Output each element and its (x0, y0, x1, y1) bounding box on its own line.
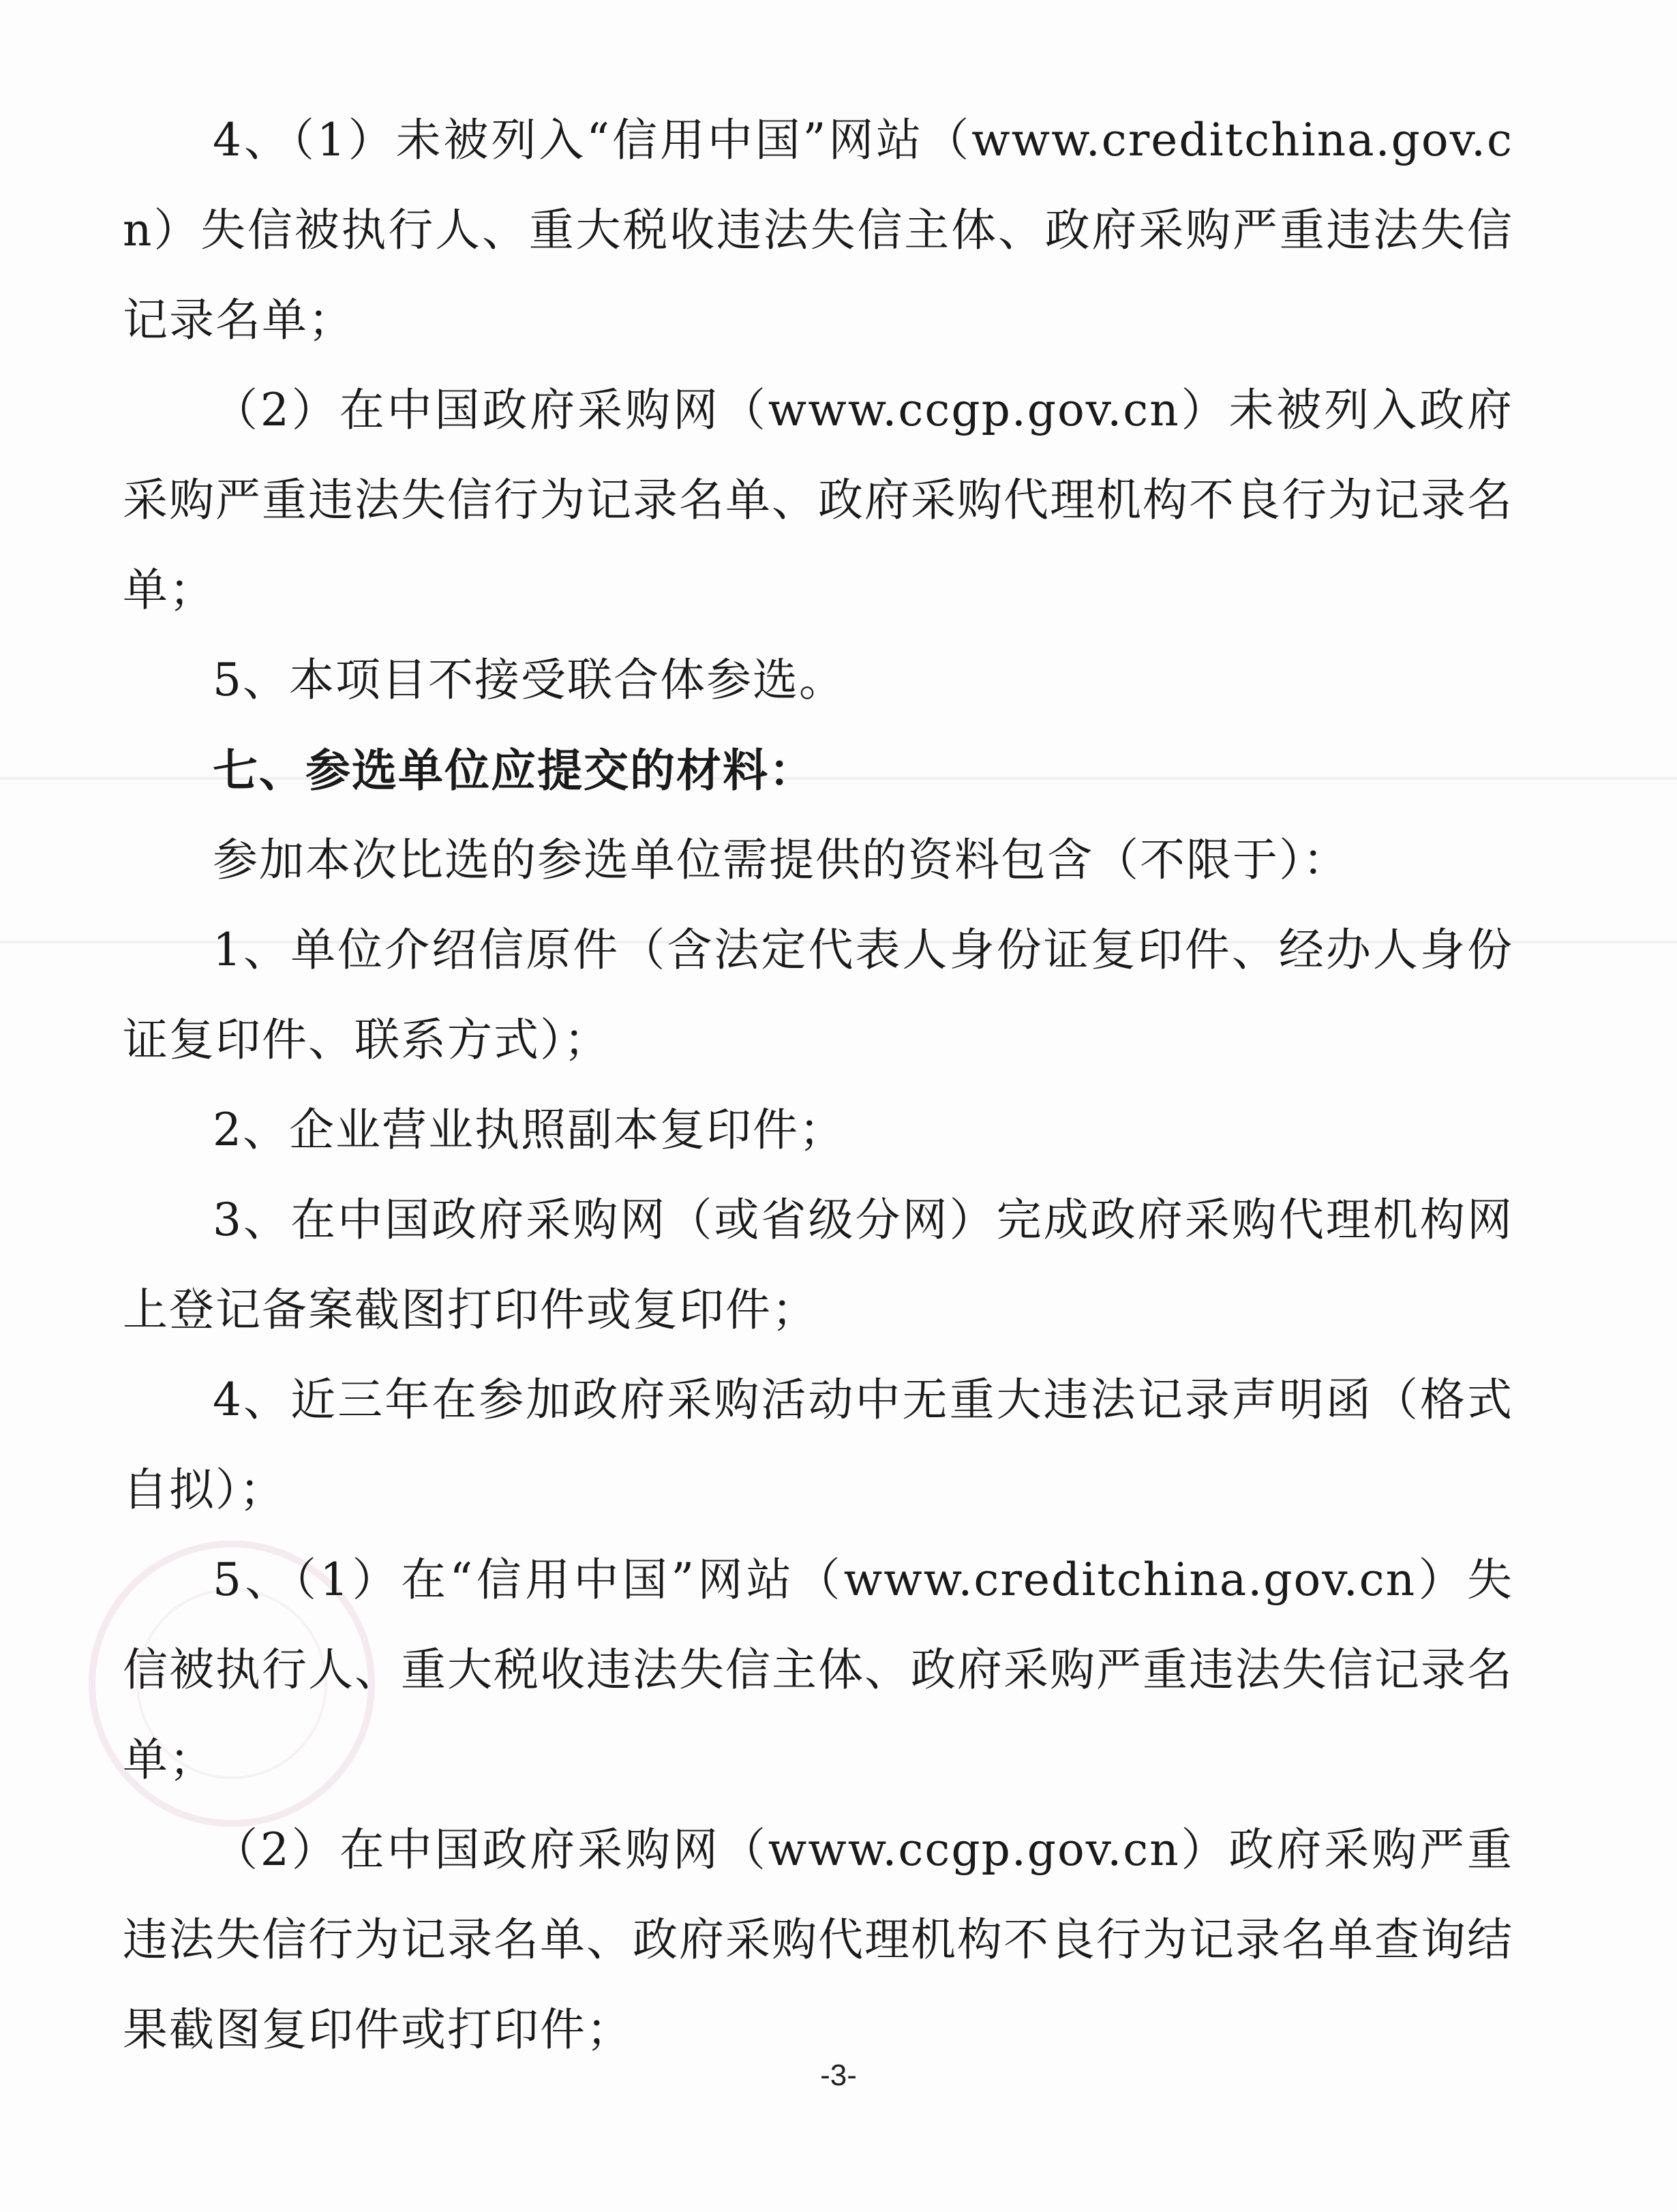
paragraph-material-5-1: 5、（1）在“信用中国”网站（www.creditchina.gov.cn）失信被执行人、重大税收违法失信主体、政府采购严重违法失信记录名单； (123, 1554, 1513, 1786)
paragraph-material-3: 3、在中国政府采购网（或省级分网）完成政府采购代理机构网上登记备案截图打印件或复印件； (123, 1194, 1513, 1336)
paragraph-material-4: 4、近三年在参加政府采购活动中无重大违法记录声明函（格式自拟）； (123, 1374, 1513, 1516)
paragraph-credit-china-requirement: 4、（1）未被列入“信用中国”网站（www.creditchina.gov.cn）失信被执行人、重大税收违法失信主体、政府采购严重违法失信记录名单； (123, 114, 1513, 346)
paragraph-material-1: 1、单位介绍信原件（含法定代表人身份证复印件、经办人身份证复印件、联系方式）； (123, 924, 1513, 1066)
document-body (123, 95, 1513, 2075)
section-heading-materials: 七、参选单位应提交的材料： (213, 744, 815, 797)
paragraph-no-consortium: 5、本项目不接受联合体参选。 (213, 654, 845, 706)
page-number: -3- (820, 2059, 857, 2092)
paragraph-ccgp-requirement: （2）在中国政府采购网（www.ccgp.gov.cn）未被列入政府采购严重违法失信行为记录名单、政府采购代理机构不良行为记录名单； (123, 384, 1513, 616)
paragraph-materials-intro: 参加本次比选的参选单位需提供的资料包含（不限于）： (213, 834, 1349, 886)
paragraph-material-5-2: （2）在中国政府采购网（www.ccgp.gov.cn）政府采购严重违法失信行为记录名单、政府采购代理机构不良行为记录名单查询结果截图复印件或打印件； (123, 1823, 1513, 2056)
paragraph-material-2: 2、企业营业执照副本复印件； (213, 1104, 845, 1156)
